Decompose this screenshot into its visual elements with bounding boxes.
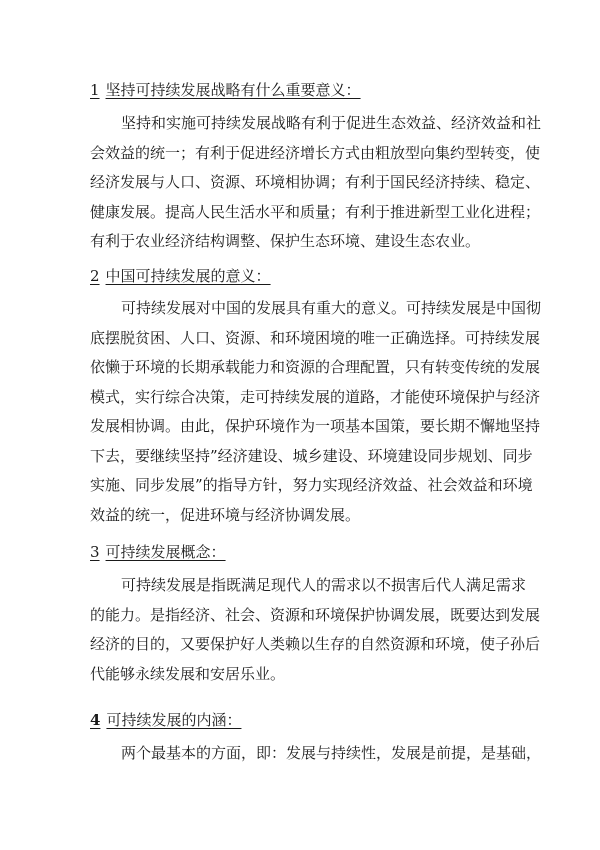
- paragraph-line: 依懒于环境的长期承载能力和资源的合理配置，只有转变传统的发展: [90, 358, 541, 376]
- section-1-number: 1: [90, 81, 100, 99]
- section-3-number: 3: [90, 543, 100, 561]
- section-4-number: 4: [90, 711, 101, 729]
- paragraph-line: 效益的统一，促进环境与经济协调发展。: [90, 505, 361, 524]
- section-2-paragraph: [90, 294, 542, 530]
- section-4-title: 可持续发展的内涵：: [106, 711, 242, 729]
- paragraph-line: 经济的目的，又要保护好人类赖以生存的自然资源和环境，使子孙后: [90, 635, 541, 653]
- paragraph-line: 的能力。是指经济、社会、资源和环境保护协调发展，既要达到发展: [90, 605, 541, 624]
- section-1-heading: [90, 80, 361, 100]
- section-4-heading: [90, 710, 241, 730]
- paragraph-line: 代能够永续发展和安居乐业。: [90, 664, 286, 683]
- paragraph-line: 有利于农业经济结构调整、保护生态环境、建设生态农业。: [90, 232, 481, 250]
- section-3-title: 可持续发展概念：: [105, 543, 226, 561]
- paragraph-line: 经济发展与人口、资源、环境相协调；有利于国民经济持续、稳定、: [90, 173, 541, 191]
- section-4-paragraph: [90, 739, 542, 769]
- section-2-title: 中国可持续发展的意义：: [105, 267, 271, 285]
- section-3-paragraph: [90, 571, 541, 689]
- section-2-number: 2: [90, 267, 100, 285]
- paragraph-line: 两个最基本的方面，即：发展与持续性，发展是前提，是基础，: [121, 744, 542, 762]
- section-3-heading: [90, 542, 226, 562]
- paragraph-line: 下去，要继续坚持”经济建设、城乡建设、环境建设同步规划、同步: [90, 446, 533, 465]
- paragraph-line: 底摆脱贫困、人口、资源、和环境困境的唯一正确选择。可持续发展: [90, 328, 541, 347]
- paragraph-line: 可持续发展是指既满足现代人的需求以不损害后代人满足需求: [121, 576, 527, 594]
- paragraph-line: 健康发展。提高人民生活水平和质量；有利于推进新型工业化进程；: [90, 202, 541, 221]
- paragraph-line: 可持续发展对中国的发展具有重大的意义。可持续发展是中国彻: [121, 299, 542, 317]
- section-1-title: 坚持可持续发展战略有什么重要意义：: [105, 81, 361, 99]
- paragraph-line: 发展相协调。由此，保护环境作为一项基本国策，要长期不懈地坚持: [90, 417, 541, 435]
- paragraph-line: 坚持和实施可持续发展战略有利于促进生态效益、经济效益和社: [121, 114, 542, 132]
- section-1-paragraph: [90, 109, 542, 257]
- paragraph-line: 会效益的统一；有利于促进经济增长方式由粗放型向集约型转变，使: [90, 143, 541, 162]
- paragraph-line: 模式，实行综合决策，走可持续发展的道路，才能使环境保护与经济: [90, 387, 541, 406]
- paragraph-line: 实施、同步发展”的指导方针，努力实现经济效益、社会效益和环境: [90, 476, 533, 494]
- section-2-heading: [90, 266, 271, 286]
